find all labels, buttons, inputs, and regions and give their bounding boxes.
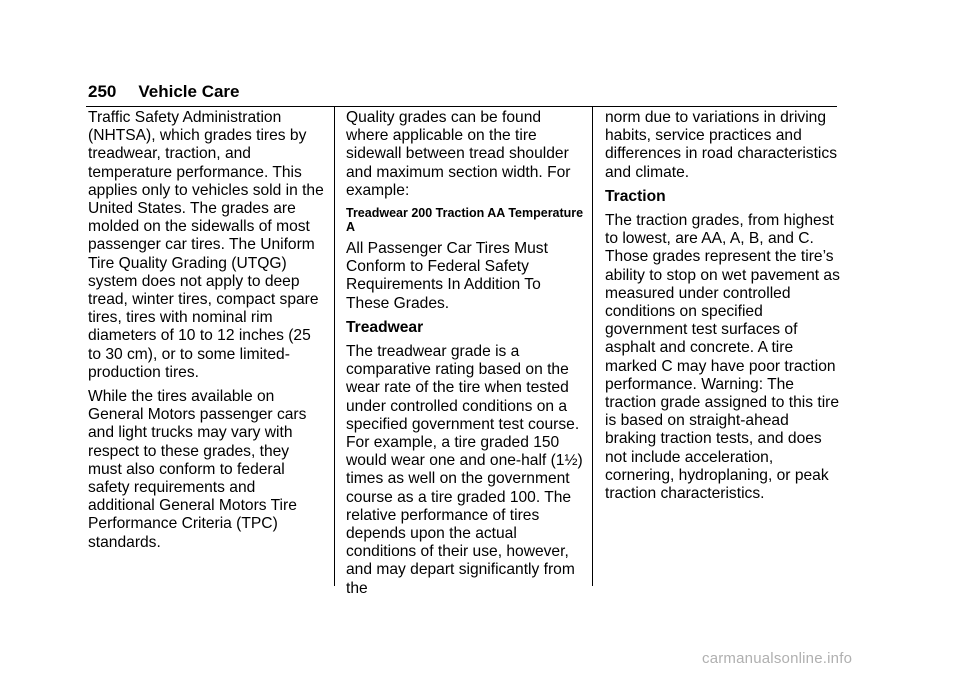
column-1 [88,109,326,558]
column-3 [605,109,843,509]
paragraph: The traction grades, from highest to lowest, are AA, A, B, and C. Those grades represent the tire’s ability to stop on wet pavement as measured under controlled conditions on specified government test surfaces of asphalt and concrete. A tire marked C may have poor traction performance. Warning: The traction grade assigned to this tire is based on straight-ahead braking traction tests, and does not include acceleration, cornering, hydroplaning, or peak traction characteristics. [605,212,840,503]
section-title: Vehicle Care [138,82,240,101]
traction-heading: Traction [605,187,666,205]
paragraph: Quality grades can be found where applicable on the tire sidewall between tread shoulder and maximum section width. For example: [346,109,571,199]
column-2 [346,109,584,604]
grade-example: Treadwear 200 Traction AA Temperature A [346,206,584,235]
header-rule [86,106,837,107]
paragraph: All Passenger Car Tires Must Conform to Federal Safety Requirements In Addition To These Grades. [346,240,548,312]
page-number: 250 [88,82,117,101]
column-divider-1 [334,106,335,586]
paragraph: While the tires available on General Motors passenger cars and light trucks may vary with respect to these grades, they must also conform to federal safety requirements and additional General Motors Tire Performance Criteria (TPC) standards. [88,388,307,551]
page-header [88,82,240,102]
watermark: carmanualsonline.info [702,650,853,667]
paragraph: norm due to variations in driving habits, service practices and differences in road characteristics and climate. [605,109,837,181]
paragraph: Traffic Safety Administration (NHTSA), which grades tires by treadwear, traction, and temperature performance. This applies only to vehicles sold in the United States. The grades are molded on the sidewalls of most passenger car tires. The Uniform Tire Quality Grading (UTQG) system does not apply to deep tread, winter tires, compact spare tires, tires with nominal rim diameters of 10 to 12 inches (25 to 30 cm), or to some limited-production tires. [88,109,324,381]
column-divider-2 [592,106,593,586]
treadwear-heading: Treadwear [346,318,424,336]
paragraph: The treadwear grade is a comparative rating based on the wear rate of the tire when tested under controlled conditions on a specified government test course. For example, a tire graded 150 would wear one and one-half (1½) times as well on the government course as a tire graded 100. The relative performance of tires depends upon the actual conditions of their use, however, and may depart significantly from the [346,343,583,597]
